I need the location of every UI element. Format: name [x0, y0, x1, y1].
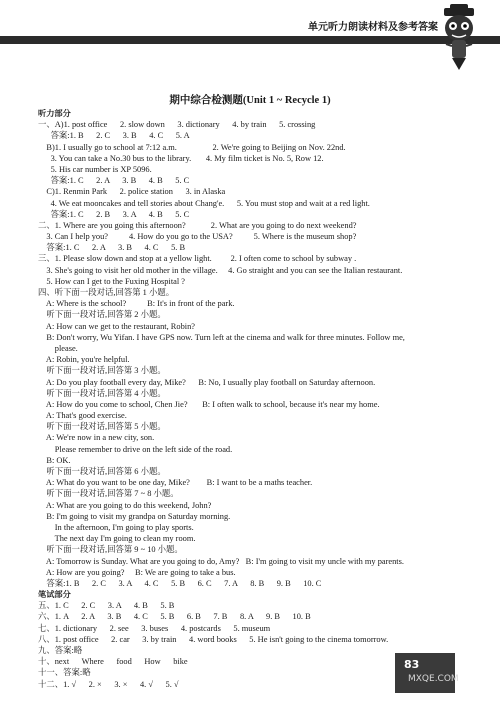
text-line: 3. She's going to visit her old mother in the village. 4. Go straight and you can see the Italian restaurant.	[38, 265, 403, 275]
text-line: 听下面一段对话,回答第 9 ~ 10 小题。	[38, 545, 183, 555]
text-line: 七、1. dictionary 2. see 3. buses 4. postcards 5. museum	[38, 623, 271, 633]
text-line: A: Robin, you're helpful.	[38, 355, 130, 365]
text-line: 5. How can I get to the Fuxing Hospital ?	[38, 276, 186, 286]
text-line: 听下面一段对话,回答第 5 小题。	[38, 422, 166, 432]
text-line: B: Don't worry, Wu Yifan. I have GPS now. Turn left at the cinema and walk for three minutes. Follow me,	[38, 332, 405, 342]
text-line: A: Tomorrow is Sunday. What are you going to do, Amy? B: I'm going to visit my uncle with my parents.	[38, 556, 404, 566]
section-heading: 笔试部分	[38, 589, 71, 600]
answer-content	[38, 108, 468, 690]
text-line: A: How can we get to the restaurant, Robin?	[38, 321, 195, 331]
text-line: A: What are you going to do this weekend, John?	[38, 500, 212, 510]
text-line: 答案:1. C 2. B 3. A 4. B 5. C	[38, 209, 190, 219]
text-line: 听下面一段对话,回答第 3 小题。	[38, 366, 166, 376]
text-line: In the afternoon, I'm going to play sports.	[38, 522, 194, 532]
text-line: B)1. I usually go to school at 7:12 a.m. 2. We're going to Beijing on Nov. 22nd.	[38, 142, 346, 152]
watermark: MXQE.COM	[408, 674, 459, 684]
text-line: 听下面一段对话,回答第 4 小题。	[38, 388, 166, 398]
text-line: 3. You can take a No.30 bus to the library. 4. My film ticket is No. 5, Row 12.	[38, 153, 324, 163]
text-line: 五、1. C 2. C 3. A 4. B 5. B	[38, 601, 175, 611]
text-line: 九、答案:略	[38, 646, 83, 655]
text-line: A: We're now in a new city, son.	[38, 433, 155, 443]
text-line: 答案:1. C 2. A 3. B 4. C 5. B	[38, 243, 186, 253]
text-line: 听下面一段对话,回答第 7 ~ 8 小题。	[38, 489, 179, 499]
text-line: 十、next Where food How bike	[38, 657, 188, 667]
text-line: 4. We eat mooncakes and tell stories about Chang'e. 5. You must stop and wait at a red light.	[38, 198, 370, 208]
text-line: A: What do you want to be one day, Mike? B: I want to be a maths teacher.	[38, 478, 313, 488]
text-line: 一、A)1. post office 2. slow down 3. dictionary 4. by train 5. crossing	[38, 120, 316, 130]
text-line: A: Do you play football every day, Mike? B: No, I usually play football on Saturday afternoon.	[38, 377, 376, 387]
page-number: 83	[404, 658, 420, 671]
text-line: 5. His car number is XP 5096.	[38, 164, 152, 174]
text-line: A: Where is the school? B: It's in front of the park.	[38, 299, 235, 309]
text-line: 六、1. A 2. A 3. B 4. C 5. B 6. B 7. B 8. A 9. B 10. B	[38, 612, 311, 622]
text-line: 听下面一段对话,回答第 2 小题。	[38, 310, 166, 320]
section-heading: 听力部分	[38, 108, 71, 118]
text-line: B: OK.	[38, 455, 71, 465]
text-line: A: That's good exercise.	[38, 411, 127, 421]
text-line: please.	[38, 343, 78, 353]
text-line: 四、听下面一段对话,回答第 1 小题。	[38, 288, 175, 297]
mascot-illustration	[438, 4, 482, 72]
text-line: A: How do you come to school, Chen Jie? B: I often walk to school, because it's near my home.	[38, 399, 380, 409]
header-band	[0, 36, 500, 44]
text-line: 答案:1. B 2. C 3. A 4. C 5. B 6. C 7. A 8. B 9. B 10. C	[38, 578, 322, 588]
page-title: 期中综合检测题(Unit 1 ~ Recycle 1)	[169, 95, 331, 106]
text-line: 八、1. post office 2. car 3. by train 4. word books 5. He isn't going to the cinema tomorrow.	[38, 634, 389, 644]
text-line: 三、1. Please slow down and stop at a yellow light. 2. I often come to school by subway .	[38, 254, 357, 264]
text-line: Please remember to drive on the left side of the road.	[38, 444, 233, 454]
text-line: 答案:1. B 2. C 3. B 4. C 5. A	[38, 131, 190, 141]
text-line: 十二、1. √ 2. × 3. × 4. √ 5. √	[38, 679, 179, 689]
header-title: 单元听力朗读材料及参考答案	[308, 22, 438, 33]
text-line: 二、1. Where are you going this afternoon? 2. What are you going to do next weekend?	[38, 220, 357, 230]
text-line: 十一、答案:略	[38, 668, 91, 678]
text-line: C)1. Renmin Park 2. police station 3. in Alaska	[38, 187, 226, 197]
text-line: The next day I'm going to clean my room.	[38, 534, 196, 544]
text-line: A: How are you going? B: We are going to take a bus.	[38, 567, 236, 577]
text-line: 3. Can I help you? 4. How do you go to the USA? 5. Where is the museum shop?	[38, 232, 357, 242]
text-line: 听下面一段对话,回答第 6 小题。	[38, 467, 166, 476]
text-line: B: I'm going to visit my grandpa on Saturday morning.	[38, 511, 231, 521]
text-line: 答案:1. C 2. A 3. B 4. B 5. C	[38, 176, 190, 186]
